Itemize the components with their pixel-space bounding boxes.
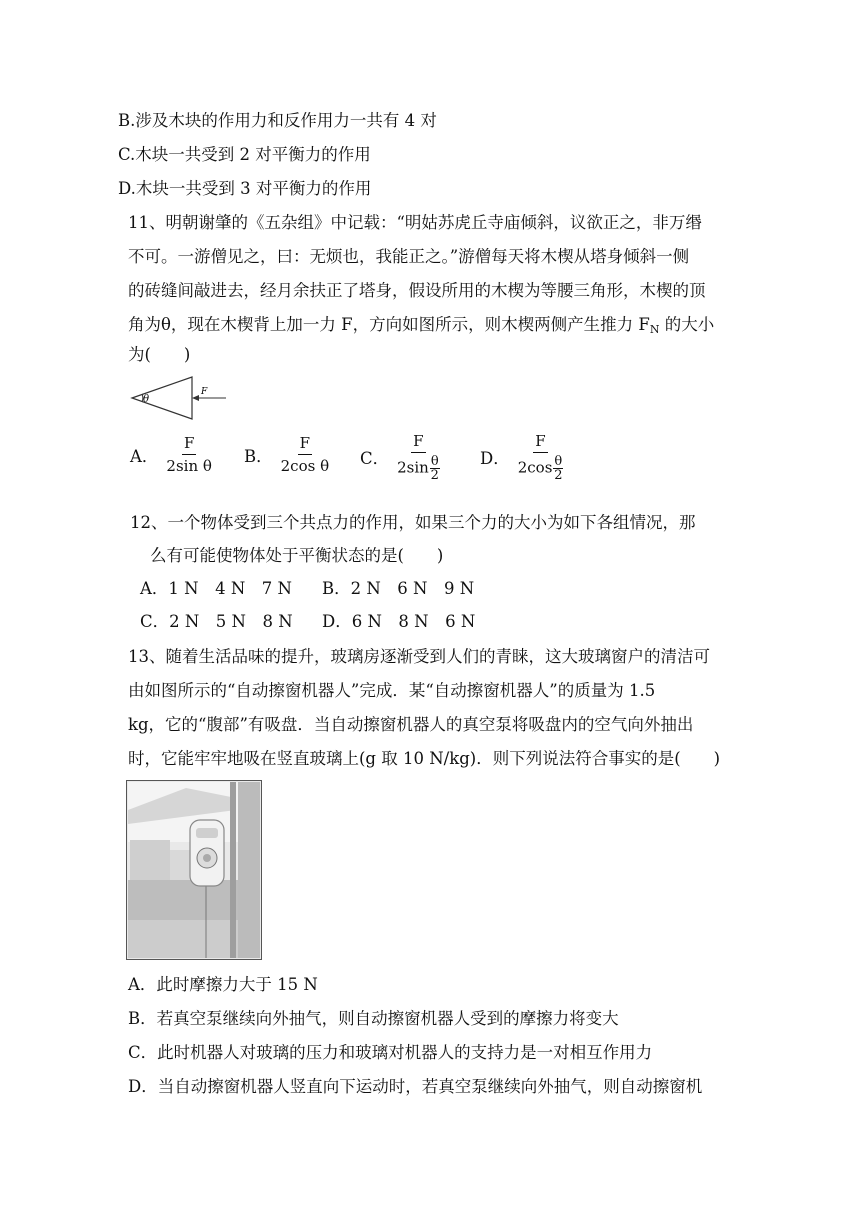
building-left [130, 840, 170, 880]
q13-stem-line4: 时，它能牢牢地吸在竖直玻璃上(g 取 10 N/kg)．则下列说法符合事实的是( ) [128, 749, 721, 768]
q11-option-c-two: 2 [430, 468, 439, 483]
q10-option-d: D.木块一共受到 3 对平衡力的作用 [118, 179, 372, 198]
q11-option-d-numerator: F [533, 432, 547, 453]
q11-option-a-fraction [166, 434, 212, 475]
q11-stem-line4-text: 角为θ，现在木楔背上加一力 F，方向如图所示，则木楔两侧产生推力 F [128, 315, 650, 334]
q11-stem-line4 [128, 314, 714, 341]
q12-stem-line2: 么有可能使物体处于平衡状态的是( ) [150, 546, 444, 565]
q13-option-a: A．此时摩擦力大于 15 N [128, 975, 318, 994]
q11-option-d-den-prefix: 2cos [517, 458, 553, 477]
q10-option-c: C.木块一共受到 2 对平衡力的作用 [118, 145, 371, 164]
q11-option-c-numerator: F [411, 432, 425, 453]
q13-option-d: D．当自动擦窗机器人竖直向下运动时，若真空泵继续向外抽气，则自动擦窗机 [128, 1077, 703, 1096]
force-arrow-head [192, 395, 199, 401]
q11-stem-line5: 为( ) [128, 345, 191, 364]
q11-option-c-label: C． [360, 449, 390, 468]
q11-option-b-denominator: 2cos θ [280, 457, 330, 475]
q11-option-c-den-prefix: 2sin [397, 458, 429, 477]
robot-top-panel [196, 828, 218, 838]
q11-option-a [130, 434, 212, 475]
window-sill [128, 920, 240, 958]
q13-stem-line1: 13、随着生活品味的提升，玻璃房逐渐受到人们的青睐，这大玻璃窗户的清洁可 [128, 647, 710, 666]
foliage [128, 880, 238, 920]
q12-option-d: D．6 N 8 N 6 N [322, 612, 476, 631]
q12-option-b: B．2 N 6 N 9 N [322, 579, 475, 598]
q13-option-b: B．若真空泵继续向外抽气，则自动擦窗机器人受到的摩擦力将变大 [128, 1009, 619, 1028]
q13-stem-line2: 由如图所示的“自动擦窗机器人”完成．某“自动擦窗机器人”的质量为 1.5 [128, 681, 656, 700]
window-robot-photo [126, 780, 262, 960]
q13-option-c: C．此时机器人对玻璃的压力和玻璃对机器人的支持力是一对相互作用力 [128, 1043, 653, 1062]
q11-option-c-denominator [397, 453, 440, 482]
q11-stem-line4-tail: 的大小 [659, 315, 715, 334]
q11-stem-line2: 不可。一游僧见之，曰：无烦也，我能正之。”游僧每天将木楔从塔身倾斜一侧 [128, 247, 690, 266]
force-f-label: F [201, 387, 208, 397]
q11-option-d-half-theta [553, 455, 563, 482]
q12-option-a: A．1 N 4 N 7 N [140, 579, 292, 598]
q11-option-a-numerator: F [182, 434, 196, 455]
wedge-triangle [132, 377, 192, 419]
q11-option-d-denominator [518, 453, 564, 482]
q11-option-b-fraction [281, 434, 329, 475]
q10-option-b: B.涉及木块的作用力和反作用力一共有 4 对 [118, 111, 437, 130]
angle-theta-label: θ [143, 394, 150, 405]
window-frame-right [238, 782, 260, 958]
q11-option-d [480, 432, 563, 482]
q11-option-d-label: D． [480, 449, 510, 468]
q11-stem-line1: 11、明朝谢肇的《五杂组》中记载：“明姑苏虎丘寺庙倾斜，议欲正之，非万缗 [128, 213, 702, 232]
q11-option-b [244, 434, 329, 475]
q11-option-c-theta: θ [430, 454, 439, 469]
q11-option-d-fraction [518, 432, 564, 482]
q11-subscript-n: N [649, 323, 660, 336]
q13-stem-line3: kg，它的“腹部”有吸盘．当自动擦窗机器人的真空泵将吸盘内的空气向外抽出 [128, 715, 694, 734]
robot-suction-center [203, 854, 211, 862]
wedge-figure [128, 374, 238, 422]
q11-stem-line3: 的砖缝间敲进去，经月余扶正了塔身，假设所用的木楔为等腰三角形，木楔的顶 [128, 281, 706, 300]
q11-option-a-denominator: 2sin θ [166, 457, 212, 475]
q11-option-c-fraction [397, 432, 440, 482]
q12-stem-line1: 12、一个物体受到三个共点力的作用，如果三个力的大小为如下各组情况，那 [130, 513, 696, 532]
q11-option-d-theta: θ [554, 454, 563, 469]
window-frame-inner [230, 782, 236, 958]
q11-option-a-label: A． [130, 446, 159, 466]
q11-option-c-half-theta [430, 455, 440, 482]
q11-option-c [360, 432, 440, 482]
q11-option-b-label: B． [244, 446, 273, 466]
q11-option-b-numerator: F [298, 434, 312, 455]
q12-option-c: C．2 N 5 N 8 N [140, 612, 293, 631]
q11-option-d-two: 2 [554, 468, 563, 483]
